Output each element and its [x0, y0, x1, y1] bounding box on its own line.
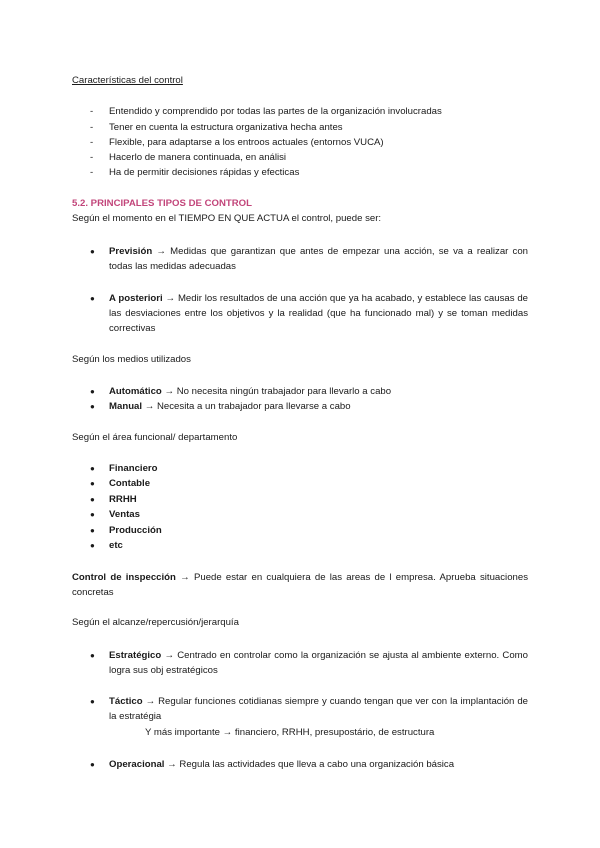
list-item: ● Estratégico → Centrado en controlar como la organización se ajusta al ambiente externo. Como logra sus obj estratégicos [90, 650, 528, 676]
list-item: ● Manual → Necesita a un trabajador para llevarse a cabo [90, 401, 351, 412]
dash-marker: - [90, 167, 94, 178]
bullet-marker: ● [90, 526, 95, 535]
list-item: ● Producción [90, 525, 162, 536]
bullet-marker: ● [90, 294, 95, 303]
dash-marker: - [90, 106, 94, 117]
document-page: Características del control - Entendido y comprendido por todas las partes de la organización involucradas - Tener en cuenta la estructura organizativa hecha antes - Flexible, para adaptarse a los entroos actuales (entornos VUCA) - Hacerlo de manera continuada, en análisi - Ha de permitir decisiones rápidas y efecticas 5.2. PRINCIPALES TIPOS DE CONTROL Según el momento en el TIEMPO EN QUE ACTUA el control, puede ser: ● Previsión → Medidas que garantizan que antes de empezar una acción, se va a realizar con todas las medidas adecuadas ● A posteriori → Medir los resultados de una acción que ya ha acabado, y establece las causas de las desviaciones entre los objetivos y la realidad (que ha funcionado mal) y se toman medidas correctivas Según los medios utilizados ● Automático → No necesita ningún trabajador para llevarlo a cabo ● Manual → Necesita a un trabajador para llevarse a cabo Según el área funcional/ departamento ● Financiero ● Contable ● RRHH ● Ventas ● Producción ● etc Control de inspección → Puede estar en cualquiera de las areas de l empresa. Aprueba situaciones concretas Según el alcanze/repercusión/jerarquía ● Estratégico → Centrado en controlar como la organización se ajusta al ambiente externo. Como logra sus obj estratégicos ● Táctico → Regular funciones cotidianas siempre y cuando tengan que ver con la implantación de la estratégia Y más importante → financiero, RRHH, presupostário, de estructura ● Operacional → Regula las actividades que lleva a cabo una organización básica [72, 75, 529, 770]
list-item: ● Operacional → Regula las actividades que lleva a cabo una organización básica [90, 759, 455, 770]
list-item: ● Previsión → Medidas que garantizan que antes de empezar una acción, se va a realizar con todas las medidas adecuadas [90, 246, 528, 272]
dash-marker: - [90, 122, 94, 133]
list-item: ● Automático → No necesita ningún trabajador para llevarlo a cabo [90, 386, 392, 397]
bullet-marker: ● [90, 402, 95, 411]
bullet-marker: ● [90, 464, 95, 473]
dash-marker: - [90, 152, 94, 163]
characteristics-heading: Características del control [72, 75, 183, 86]
list-item: ● Táctico → Regular funciones cotidianas siempre y cuando tengan que ver con la implantación de la estratégia [90, 696, 529, 722]
area-intro: Según el área funcional/ departamento [72, 432, 238, 443]
list-item: ● Ventas [90, 509, 140, 520]
bullet-marker: ● [90, 247, 95, 256]
bullet-marker: ● [90, 760, 95, 769]
bullet-marker: ● [90, 479, 95, 488]
bullet-marker: ● [90, 541, 95, 550]
bullet-marker: ● [90, 697, 95, 706]
list-item: ● Financiero [90, 463, 158, 474]
bullet-marker: ● [90, 495, 95, 504]
list-item: ● Contable [90, 478, 151, 489]
bullet-marker: ● [90, 651, 95, 660]
list-item: ● A posteriori → Medir los resultados de una acción que ya ha acabado, y establece las causas de las desviaciones entre los objetivos y la realidad (que ha funcionado mal) y se toman medidas correctivas [90, 293, 529, 334]
time-intro: Según el momento en el TIEMPO EN QUE ACTUA el control, puede ser: [72, 213, 382, 224]
scope-intro: Según el alcanze/repercusión/jerarquía [72, 617, 239, 628]
section-title: 5.2. PRINCIPALES TIPOS DE CONTROL [72, 198, 252, 209]
list-item: ● RRHH [90, 494, 137, 505]
bullet-marker: ● [90, 510, 95, 519]
means-intro: Según los medios utilizados [72, 354, 191, 365]
list-item: ● etc [90, 540, 123, 551]
bullet-marker: ● [90, 387, 95, 396]
dash-marker: - [90, 137, 94, 148]
tactic-note: Y más importante → financiero, RRHH, presupostário, de estructura [145, 727, 435, 738]
inspection-paragraph: Control de inspección → Puede estar en cualquiera de las areas de l empresa. Aprueba situaciones concretas [72, 572, 528, 598]
